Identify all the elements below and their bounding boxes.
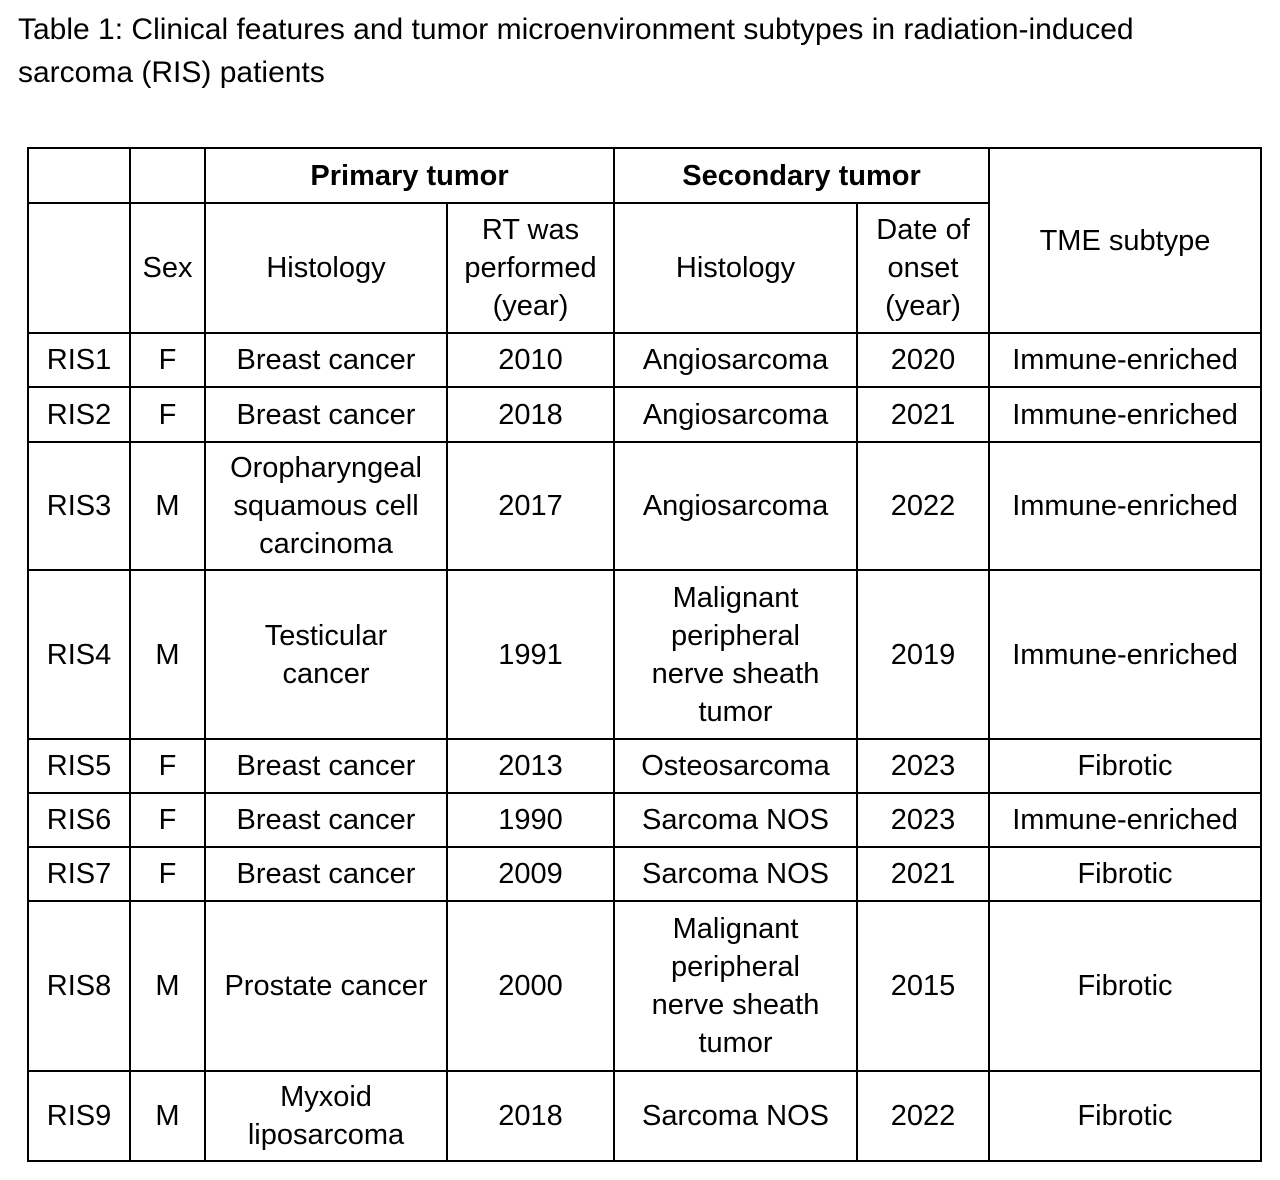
secondary-histology: Sarcoma NOS — [614, 1071, 857, 1161]
rt-year: 2009 — [447, 847, 614, 901]
table-row — [28, 901, 1261, 1071]
secondary-histology: Sarcoma NOS — [614, 847, 857, 901]
patient-sex: F — [130, 847, 205, 901]
primary-histology: Breast cancer — [205, 387, 447, 442]
rt-year: 2018 — [447, 387, 614, 442]
patient-id: RIS5 — [28, 739, 130, 793]
header-empty-id — [28, 148, 130, 203]
ris-table — [27, 147, 1262, 1162]
secondary-tumor-header: Secondary tumor — [614, 148, 989, 203]
caption-line-2: sarcoma (RIS) patients — [18, 56, 325, 89]
tme-subtype: Immune-enriched — [989, 570, 1261, 739]
patient-id: RIS8 — [28, 901, 130, 1071]
primary-tumor-header: Primary tumor — [205, 148, 614, 203]
table-row — [28, 442, 1261, 570]
tme-subtype: Immune-enriched — [989, 442, 1261, 570]
onset-year: 2023 — [857, 793, 989, 847]
secondary-histology-header: Histology — [614, 203, 857, 333]
primary-histology: Breast cancer — [205, 847, 447, 901]
tme-subtype: Immune-enriched — [989, 333, 1261, 387]
patient-sex: M — [130, 570, 205, 739]
rt-year: 2013 — [447, 739, 614, 793]
sex-header: Sex — [130, 203, 205, 333]
secondary-histology: Angiosarcoma — [614, 333, 857, 387]
patient-sex: M — [130, 901, 205, 1071]
table-row — [28, 333, 1261, 387]
table-row — [28, 793, 1261, 847]
header-row-groups — [28, 148, 1261, 203]
tme-subtype: Immune-enriched — [989, 793, 1261, 847]
rt-year-header: RT was performed (year) — [447, 203, 614, 333]
tme-subtype: Immune-enriched — [989, 387, 1261, 442]
patient-id: RIS6 — [28, 793, 130, 847]
onset-year: 2019 — [857, 570, 989, 739]
table-row — [28, 847, 1261, 901]
tme-subtype: Fibrotic — [989, 1071, 1261, 1161]
header-empty-sex — [130, 148, 205, 203]
tme-subtype: Fibrotic — [989, 847, 1261, 901]
secondary-histology: Sarcoma NOS — [614, 793, 857, 847]
onset-year: 2022 — [857, 442, 989, 570]
primary-histology: Oropharyngeal squamous cell carcinoma — [205, 442, 447, 570]
primary-histology: Myxoid liposarcoma — [205, 1071, 447, 1161]
patient-sex: F — [130, 333, 205, 387]
patient-id: RIS2 — [28, 387, 130, 442]
rt-year: 2000 — [447, 901, 614, 1071]
tme-subtype: Fibrotic — [989, 901, 1261, 1071]
primary-histology: Prostate cancer — [205, 901, 447, 1071]
rt-year: 1990 — [447, 793, 614, 847]
table-row — [28, 570, 1261, 739]
table-row — [28, 387, 1261, 442]
secondary-histology: Malignant peripheral nerve sheath tumor — [614, 901, 857, 1071]
rt-year: 2018 — [447, 1071, 614, 1161]
onset-year: 2015 — [857, 901, 989, 1071]
table-row — [28, 739, 1261, 793]
onset-year-header: Date of onset (year) — [857, 203, 989, 333]
secondary-histology: Osteosarcoma — [614, 739, 857, 793]
primary-histology: Breast cancer — [205, 793, 447, 847]
secondary-histology: Angiosarcoma — [614, 442, 857, 570]
patient-id: RIS1 — [28, 333, 130, 387]
onset-year: 2022 — [857, 1071, 989, 1161]
primary-histology: Breast cancer — [205, 333, 447, 387]
secondary-histology: Malignant peripheral nerve sheath tumor — [614, 570, 857, 739]
patient-sex: F — [130, 739, 205, 793]
rt-year: 1991 — [447, 570, 614, 739]
primary-histology-header: Histology — [205, 203, 447, 333]
onset-year: 2021 — [857, 387, 989, 442]
tme-subtype: Fibrotic — [989, 739, 1261, 793]
rt-year: 2010 — [447, 333, 614, 387]
patient-id: RIS9 — [28, 1071, 130, 1161]
patient-sex: M — [130, 442, 205, 570]
patient-id: RIS3 — [28, 442, 130, 570]
primary-histology: Breast cancer — [205, 739, 447, 793]
caption-line-1: Table 1: Clinical features and tumor microenvironment subtypes in radiation-induced — [18, 13, 1134, 46]
tme-subtype-header: TME subtype — [989, 148, 1261, 333]
onset-year: 2023 — [857, 739, 989, 793]
patient-sex: F — [130, 387, 205, 442]
onset-year: 2020 — [857, 333, 989, 387]
rt-year: 2017 — [447, 442, 614, 570]
table-row — [28, 1071, 1261, 1161]
patient-id: RIS7 — [28, 847, 130, 901]
header-empty-id-2 — [28, 203, 130, 333]
patient-sex: F — [130, 793, 205, 847]
patient-id: RIS4 — [28, 570, 130, 739]
secondary-histology: Angiosarcoma — [614, 387, 857, 442]
primary-histology: Testicular cancer — [205, 570, 447, 739]
patient-sex: M — [130, 1071, 205, 1161]
table-caption — [18, 8, 1258, 94]
onset-year: 2021 — [857, 847, 989, 901]
